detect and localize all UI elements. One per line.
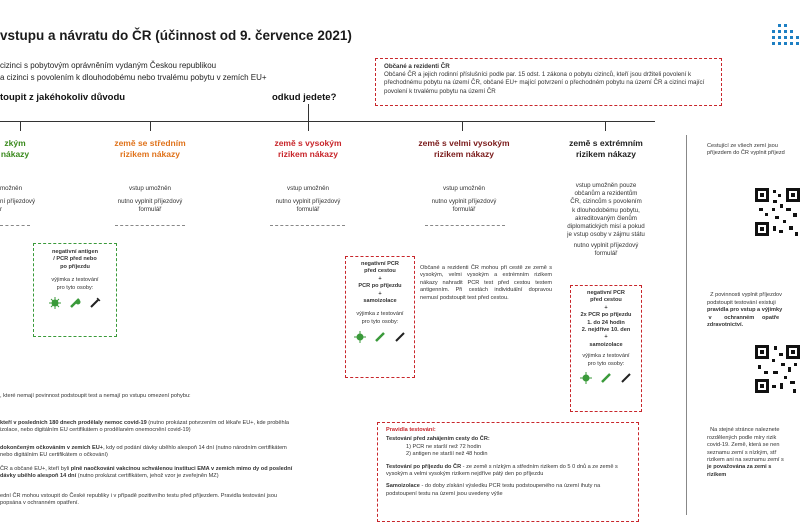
exempt-recovered-rest: (nutno prokázat potvrzením od lékaře EU+, kde proběhla izolace, nebo digitálním EU certifikátem o prodělaném onemocnění covid-19): [0, 420, 289, 434]
very-high-entry-text: vstup umožněn: [443, 185, 485, 192]
right-divider: [686, 135, 687, 515]
rules-after-label: Testování po příjezdu do ČR: [386, 463, 462, 470]
extreme-box-plus-2: +: [604, 334, 608, 341]
low-form-text-2: r: [0, 206, 3, 213]
high-box-pcr-after: PCR po příjezdu: [358, 283, 402, 290]
right-exemptions-bold: pravidla pro vstup a výjimky v ochranném opatře zdravotnictví.: [707, 307, 783, 329]
category-low: zkým nákazy: [0, 138, 30, 159]
green-box-requirement: negativní antigen / PCR před nebo po příjezdu: [52, 249, 98, 270]
extreme-testing-box: [570, 285, 642, 412]
connector-extreme: [605, 121, 606, 131]
medium-form-text: nutno vyplnit příjezdový formulář: [117, 198, 183, 214]
connector-low: [20, 121, 21, 131]
question-left: toupit z jakéhokoliv důvodu: [0, 92, 126, 103]
positive-test-note: ední ČR mohou vstoupit do České republiky i v případě pozitivního testu před příjezdem. Pravidla testování jsou popsána v ochranném opatření.: [0, 493, 278, 507]
syringe-icon: [394, 330, 406, 348]
extreme-box-pcr-before: negativní PCR před cestou: [587, 290, 625, 304]
high-testing-box: [345, 256, 415, 378]
subtitle-line-2: a cizinci s povolením k dlouhodobému nebo trvalému pobytu v zemích EU+: [0, 73, 267, 82]
exempt-ema-bold: plně naočkováni vakcínou schválenou instituci EMA v zemích mimo: [70, 466, 252, 472]
rules-after: [386, 464, 630, 479]
medium-divider: [115, 225, 185, 226]
category-extreme: země s extrémním rizikem nákazy: [569, 138, 643, 159]
high-box-pcr-before: negativní PCR před cestou: [361, 261, 399, 275]
exempt-vaccinated-rest: , kdy od podání dávky uběhlo alespoň 14 dní (nutno národním certifikátem nebo digitálním EU certifikátem o očkování): [0, 445, 287, 459]
logo-dots-icon: [770, 22, 800, 50]
right-exemptions-pre: Z povinnosti vyplnit příjezdov podstoupit testování existuji: [707, 292, 782, 306]
category-medium: země se středním rizikem nákazy: [114, 138, 186, 159]
medium-entry-text: vstup umožněn: [129, 185, 171, 192]
extreme-box-exemption: výjimka z testování pro tyto osoby:: [582, 353, 630, 367]
high-form-text: nutno vyplnit příjezdový formulář: [275, 198, 341, 214]
syringe-icon: [620, 371, 632, 389]
recovered-virus-icon: [49, 296, 61, 314]
very-high-note: Občané a rezidenti ČR mohou při cestě ze země s vysokým, velmi vysokým a extrémním rizikem nákazy nahradit PCR test před cestou testem antigenním. Při cestách individuální dopravou nemusí podstoupit test před cestou.: [420, 265, 552, 301]
question-center: odkud jedete?: [272, 92, 337, 103]
exempt-ema-bold-2: dy od poslední dávky uběhlo alespoň 14 dní: [0, 466, 293, 480]
right-countries-bold: je považována za zemi s rizikem: [707, 464, 772, 478]
exempt-vaccinated-bold: dokončeným očkováním v zemích EU+: [0, 445, 104, 451]
qr-code-icon[interactable]: [753, 186, 800, 240]
qr-code-icon[interactable]: [753, 343, 800, 397]
vaccine-syringe-icon: [374, 330, 386, 348]
vaccine-syringe-icon: [69, 296, 81, 314]
right-form-note: Cestující ze všech zemí jsou příjezdem do ČR vyplnit příjezd: [707, 143, 785, 157]
connector-medium: [150, 121, 151, 131]
very-high-divider: [425, 225, 505, 226]
rules-after-text: - ze země s nízkým a středním rizikem do 5 0 dnů a ze země s vysokým a velmi vysokým rizikem nejdříve pátý den po příjezdu: [386, 463, 618, 478]
syringe-icon: [89, 296, 101, 314]
extreme-box-plus: +: [604, 304, 608, 311]
low-entry-text: možněn: [0, 185, 23, 192]
page-title: vstupu a návratu do ČR (účinnost od 9. července 2021): [0, 28, 352, 43]
category-high: země s vysokým rizikem nákazy: [274, 138, 342, 159]
extreme-box-pcr-after: 2x PCR po příjezdu 1. do 24 hodin 2. nejdříve 10. den: [580, 312, 632, 334]
exempt-recovered: [0, 420, 300, 435]
green-testing-box: [33, 243, 117, 337]
exempt-vaccinated: [0, 445, 300, 460]
green-box-exemption: výjimka z testování pro tyto osoby:: [51, 277, 99, 291]
residents-box-text: Občané ČR a jejich rodinní příslušníci podle par. 15 odst. 1 zákona o pobytu cizinců, kteří jsou držiteli povolení k přechodnému pobytu na území ČR, občané EU+ mající potvrzení o přechodném pobytu na území ČR a cizinci mající povolení k trvalému pobytu na území ČR: [384, 71, 705, 95]
category-very-high: země s velmi vysokým rizikem nákazy: [418, 138, 510, 159]
high-box-plus-2: +: [378, 290, 382, 297]
rules-title: Pravidla testování:: [386, 427, 436, 433]
testing-rules-box: [377, 422, 639, 522]
exempt-intro: , které nemají povinnost podstoupit test a nemají po vstupu omezení pohybu:: [0, 393, 191, 399]
right-countries-pre: Na stejné stránce naleznete rozdělených podle míry rizik covid-19. Země, která se nen seznamu zemí s nízkým, stř rizikem ani na seznamu zemí s: [707, 427, 784, 464]
residents-box-title: Občané a rezidenti ČR: [384, 63, 450, 70]
exempt-recovered-bold: kteří v posledních 180 dnech prodělaly nemoc covid-19: [0, 420, 147, 426]
high-box-exemption: výjimka z testování pro tyto osoby:: [356, 311, 404, 325]
connector-center: [308, 104, 309, 121]
high-divider: [270, 225, 345, 226]
subtitle-line-1: cizinci s pobytovým oprávněním vydaným Českou republikou: [0, 61, 217, 70]
exempt-ema: [0, 466, 300, 481]
rules-before-antigen: 2) antigen ne starší než 48 hodin: [406, 451, 488, 458]
extreme-form-text: nutno vyplnit příjezdový formulář: [573, 242, 639, 258]
exempt-ema-rest: (nutno prokázat certifikátem, jehož vzor je zveřejněn MZ): [76, 473, 219, 480]
very-high-form-text: nutno vyplnit příjezdový formulář: [431, 198, 497, 214]
recovered-virus-icon: [354, 330, 366, 348]
exempt-ema-pre: ČR a občané EU+, kteří byli: [0, 466, 71, 472]
extreme-entry-text: vstup umožněn pouze občanům a rezidentům ČR, cizincům s povolením k dlouhodobému pobytu, akreditovaným členům diplomatických misí a pokud je vstup osoby v zájmu státu: [567, 182, 645, 239]
connector-very-high: [462, 121, 463, 131]
low-form-text: ní příjezdový: [0, 198, 36, 205]
rules-isolation-label: Samoizolace: [386, 483, 420, 490]
vaccine-syringe-icon: [600, 371, 612, 389]
connector-high: [308, 121, 309, 131]
rules-before-pcr: 1) PCR ne starší než 72 hodin: [406, 443, 481, 450]
extreme-box-isolation: samoizolace: [589, 341, 623, 348]
right-countries-note: [707, 420, 800, 479]
high-box-plus: +: [378, 275, 382, 282]
residents-box: [375, 58, 722, 106]
low-divider: [0, 225, 30, 226]
high-box-isolation: samoizolace: [363, 298, 397, 305]
right-exemptions-note: [707, 285, 800, 329]
rules-isolation-text: - do doby získání výsledku PCR testu podstoupeného na území ihuty na podstoupení testu na území jsou uvedeny výše: [386, 483, 601, 497]
high-entry-text: vstup umožněn: [287, 185, 329, 192]
horizontal-connector: [0, 121, 655, 122]
recovered-virus-icon: [580, 371, 592, 389]
rules-before-label: Testování před zahájením cesty do ČR:: [386, 436, 490, 443]
rules-isolation: [386, 483, 630, 498]
